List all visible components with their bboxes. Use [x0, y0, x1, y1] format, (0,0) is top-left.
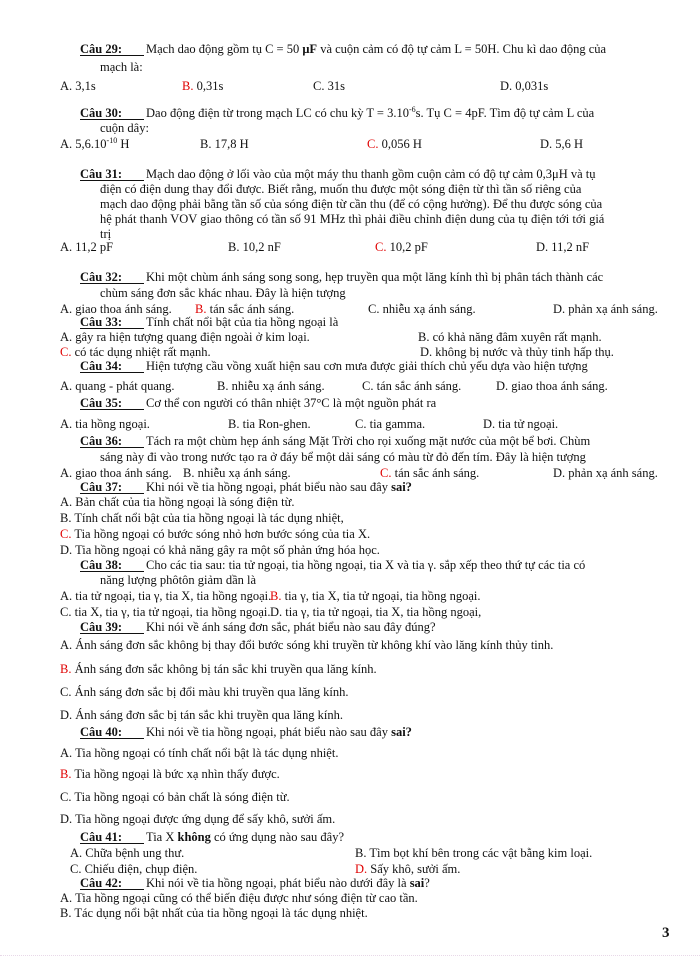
text-segment: 5,6.10	[75, 137, 107, 151]
option-letter: B.	[355, 846, 367, 860]
text-segment: Khi một chùm ánh sáng song song, hẹp truyền qua một lăng kính thì bị phân tách thành các	[146, 270, 604, 284]
text-segment: Tính chất nổi bật của tia hồng ngoại là	[146, 315, 339, 329]
text-segment: tán sắc ánh sáng.	[376, 379, 462, 393]
text-segment: điện có điện dung thay đổi được. Biết rằng, muốn thu được một sóng điện từ thì tần số riêng của	[100, 182, 582, 196]
text-segment: Tính chất nổi bật của tia hồng ngoại là tác dụng nhiệt,	[74, 511, 344, 525]
answer-option-a[interactable]	[60, 638, 553, 653]
text-segment: Ánh sáng đơn sắc không bị thay đổi bước sóng khi truyền từ không khí vào lăng kính thủy tinh.	[75, 638, 554, 652]
question-label: Câu 29:	[80, 43, 144, 56]
question-stem	[80, 434, 590, 449]
answer-option-b[interactable]	[200, 137, 249, 152]
text-segment: mạch dao động phải bằng tần số của sóng điện từ cần thu (để có cộng hưởng). Để thu được sóng của	[100, 197, 603, 211]
text-segment: Ánh sáng đơn sắc bị tán sắc khi truyền qua lăng kính.	[75, 708, 343, 722]
text-segment: ?	[424, 876, 430, 890]
option-letter: B.	[200, 137, 212, 151]
text-segment: năng lượng phôtôn giảm dần là	[100, 573, 257, 587]
text-segment: Tia X	[146, 830, 178, 844]
text-segment: tán sắc ánh sáng.	[209, 302, 295, 316]
option-letter: A.	[60, 417, 73, 431]
text-segment: tia tử ngoại.	[498, 417, 559, 431]
text-segment: và cuộn cảm có độ tự cảm L = 50H. Chu kì dao động của	[317, 42, 607, 56]
option-letter: A.	[60, 466, 73, 480]
option-letter: D.	[483, 417, 496, 431]
text-segment: 0,056 H	[381, 137, 422, 151]
text-segment: Mạch dao động gồm tụ C = 50	[146, 42, 303, 56]
text-segment: phản xạ ánh sáng.	[568, 466, 658, 480]
option-letter: C.	[60, 790, 72, 804]
text-segment: 5,6 H	[555, 137, 584, 151]
question-stem	[80, 480, 412, 495]
option-letter: A.	[60, 495, 73, 509]
text-segment: Tìm bọt khí bên trong các vật bằng kim loại.	[369, 846, 593, 860]
answer-option-a[interactable]	[60, 137, 129, 152]
option-letter: A.	[70, 846, 83, 860]
text-segment: giao thoa ánh sáng.	[75, 302, 172, 316]
text-segment: Khi nói về ánh sáng đơn sắc, phát biểu nào sau đây đúng?	[146, 620, 436, 634]
option-letter: C.	[368, 302, 380, 316]
text-segment: Cho các tia sau: tia tử ngoại, tia hồng ngoại, tia X và tia γ. sắp xếp theo thứ tự các tia có	[146, 558, 586, 572]
question-label: Câu 32:	[80, 271, 144, 284]
answer-option-a[interactable]	[60, 891, 418, 906]
text-segment: 10,2 nF	[242, 240, 281, 254]
option-letter: D.	[496, 379, 509, 393]
answer-option-a[interactable]	[60, 379, 175, 394]
question-label: Câu 35:	[80, 397, 144, 410]
answer-option-b[interactable]	[228, 240, 281, 255]
option-letter: C.	[60, 527, 72, 541]
answer-option-b[interactable]	[270, 589, 481, 604]
question-stem-continuation	[100, 197, 602, 212]
text-segment: có tác dụng nhiệt rất mạnh.	[74, 345, 211, 359]
text-segment: quang - phát quang.	[75, 379, 175, 393]
question-label: Câu 30:	[80, 107, 144, 120]
bold-text: sai?	[391, 725, 412, 739]
answer-option-b[interactable]	[183, 466, 291, 481]
text-segment: tia Ron-ghen.	[242, 417, 311, 431]
answer-option-b[interactable]	[60, 662, 377, 677]
text-segment: giao thoa ánh sáng.	[511, 379, 608, 393]
option-letter: B.	[217, 379, 229, 393]
answer-option-b[interactable]	[418, 330, 602, 345]
answer-option-c[interactable]	[60, 685, 349, 700]
text-segment: Chữa bệnh ung thư.	[85, 846, 185, 860]
option-letter: A.	[60, 891, 73, 905]
answer-option-d[interactable]	[536, 240, 589, 255]
option-letter: A.	[60, 302, 73, 316]
text-segment: Dao động điện từ trong mạch LC có chu kỳ T = 3.10	[146, 106, 409, 120]
option-letter: B.	[183, 466, 195, 480]
option-letter: B.	[60, 767, 72, 781]
bold-text: μF	[302, 42, 318, 56]
option-letter: B.	[228, 240, 240, 254]
option-letter: D.	[536, 240, 549, 254]
superscript: -10	[106, 135, 118, 145]
option-letter: D.	[60, 812, 73, 826]
question-label: Câu 39:	[80, 621, 144, 634]
text-segment: Chiếu điện, chụp điện.	[84, 862, 198, 876]
option-letter: C.	[313, 79, 325, 93]
question-stem	[80, 315, 338, 330]
text-segment: Sấy khô, sưởi ấm.	[370, 862, 461, 876]
answer-option-a[interactable]	[60, 417, 150, 432]
text-segment: 10,2 pF	[389, 240, 428, 254]
text-segment: Hiện tượng cầu vồng xuất hiện sau cơn mưa được giải thích chủ yếu dựa vào hiện tượng	[146, 359, 588, 373]
text-segment: sáng này đi vào trong nước tạo ra ở đáy bể một dải sáng có màu từ đỏ đến tím. Đây là hiện tượng	[100, 450, 586, 464]
text-segment: Ánh sáng đơn sắc không bị tán sắc khi truyền qua lăng kính.	[74, 662, 377, 676]
text-segment: 11,2 nF	[551, 240, 590, 254]
question-stem	[80, 396, 436, 411]
text-segment: Tia hồng ngoại là bức xạ nhìn thấy được.	[74, 767, 280, 781]
bold-text: sai	[409, 876, 425, 890]
option-letter: C.	[60, 605, 72, 619]
question-label: Câu 31:	[80, 168, 144, 181]
text-segment: tia X, tia γ, tia tử ngoại, tia hồng ngoại.	[74, 605, 271, 619]
option-letter: D.	[270, 605, 283, 619]
answer-option-d[interactable]	[500, 79, 548, 94]
page-number: 3	[662, 925, 670, 941]
answer-option-b[interactable]	[355, 846, 592, 861]
option-letter: B.	[418, 330, 430, 344]
answer-option-c[interactable]	[375, 240, 428, 255]
option-letter: A.	[60, 638, 73, 652]
text-segment: chùm sáng đơn sắc khác nhau. Đây là hiện tượng	[100, 286, 346, 300]
answer-option-a[interactable]	[70, 846, 184, 861]
question-stem	[80, 359, 588, 374]
text-segment: tia γ, tia tử ngoại, tia X, tia hồng ngoại,	[285, 605, 482, 619]
answer-option-d[interactable]	[355, 862, 460, 877]
option-letter: A.	[60, 240, 73, 254]
text-segment: nhiễu xạ ánh sáng.	[382, 302, 476, 316]
answer-option-d[interactable]	[60, 708, 343, 723]
answer-option-d[interactable]	[60, 543, 380, 558]
text-segment: Khi nói về tia hồng ngoại, phát biểu nào dưới đây là	[146, 876, 410, 890]
text-segment: Mạch dao động ở lối vào của một máy thu thanh gồm cuộn cảm có độ tự cảm 0,3μH và tụ	[146, 167, 596, 181]
text-segment: Tia hồng ngoại cũng có thể biến điệu được như sóng điện từ cao tần.	[75, 891, 418, 905]
option-letter: D.	[553, 466, 566, 480]
answer-option-d[interactable]	[553, 466, 658, 481]
text-segment: Khi nói về tia hồng ngoại, phát biểu nào sau đây	[146, 480, 392, 494]
text-segment: trị	[100, 227, 112, 241]
option-letter: C.	[380, 466, 392, 480]
question-stem-continuation	[100, 573, 256, 588]
bold-text: không	[177, 830, 211, 844]
option-letter: A.	[60, 79, 73, 93]
option-letter: A.	[60, 137, 73, 151]
text-segment: 0,031s	[515, 79, 549, 93]
text-segment: nhiễu xạ ánh sáng.	[231, 379, 325, 393]
page-border	[0, 955, 700, 956]
question-label: Câu 34:	[80, 360, 144, 373]
question-stem	[80, 270, 603, 285]
question-label: Câu 36:	[80, 435, 144, 448]
text-segment: tia tử ngoại, tia γ, tia X, tia hồng ngoại.	[75, 589, 272, 603]
question-stem	[80, 725, 412, 740]
answer-option-c[interactable]	[60, 605, 271, 620]
question-stem-continuation	[100, 121, 149, 136]
text-segment: Tia hồng ngoại được ứng dụng để sấy khô, sưởi ấm.	[75, 812, 336, 826]
answer-option-c[interactable]	[362, 379, 461, 394]
text-segment: Cơ thể con người có thân nhiệt 37°C là một nguồn phát ra	[146, 396, 437, 410]
option-letter: D.	[420, 345, 433, 359]
text-segment: Ánh sáng đơn sắc bị đổi màu khi truyền qua lăng kính.	[74, 685, 349, 699]
question-stem	[80, 42, 606, 57]
question-stem-continuation	[100, 286, 346, 301]
question-label: Câu 37:	[80, 481, 144, 494]
answer-option-d[interactable]	[270, 605, 481, 620]
answer-option-c[interactable]	[60, 790, 290, 805]
answer-option-a[interactable]	[60, 589, 271, 604]
text-segment: 31s	[327, 79, 345, 93]
answer-option-c[interactable]	[368, 302, 476, 317]
answer-option-b[interactable]	[60, 906, 368, 921]
answer-option-d[interactable]	[553, 302, 658, 317]
option-letter: D.	[500, 79, 513, 93]
option-letter: D.	[60, 708, 73, 722]
option-letter: B.	[270, 589, 282, 603]
text-segment: Tia hồng ngoại có bước sóng nhỏ hơn bước sóng của tia X.	[74, 527, 371, 541]
text-segment: tia γ, tia X, tia tử ngoại, tia hồng ngoại.	[284, 589, 481, 603]
option-letter: C.	[355, 417, 367, 431]
text-segment: mạch là:	[100, 60, 143, 74]
answer-option-a[interactable]	[60, 466, 172, 481]
option-letter: C.	[70, 862, 82, 876]
text-segment: 11,2 pF	[75, 240, 114, 254]
option-letter: D.	[355, 862, 368, 876]
question-label: Câu 41:	[80, 831, 144, 844]
answer-option-c[interactable]	[60, 527, 370, 542]
text-segment: H	[117, 137, 130, 151]
question-label: Câu 42:	[80, 877, 144, 890]
option-letter: A.	[60, 589, 73, 603]
answer-option-d[interactable]	[420, 345, 614, 360]
text-segment: hệ phát thanh VOV giao thông có tần số 91 MHz thì phải điều chỉnh điện dung của tụ điện tới tới giá	[100, 212, 605, 226]
option-letter: B.	[228, 417, 240, 431]
option-letter: C.	[60, 345, 72, 359]
text-segment: có khả năng đâm xuyên rất mạnh.	[432, 330, 602, 344]
text-segment: Tia hồng ngoại có bản chất là sóng điện từ.	[74, 790, 290, 804]
answer-option-a[interactable]	[60, 746, 338, 761]
question-stem	[80, 620, 436, 635]
option-letter: D.	[540, 137, 553, 151]
text-segment: Tác dụng nổi bật nhất của tia hồng ngoại là tác dụng nhiệt.	[74, 906, 368, 920]
text-segment: Khi nói về tia hồng ngoại, phát biểu nào sau đây	[146, 725, 392, 739]
text-segment: Tia hồng ngoại có tính chất nổi bật là tác dụng nhiệt.	[75, 746, 339, 760]
text-segment: tia gamma.	[369, 417, 426, 431]
option-letter: C.	[367, 137, 379, 151]
text-segment: 17,8 H	[214, 137, 249, 151]
option-letter: C.	[362, 379, 374, 393]
answer-option-c[interactable]	[313, 79, 345, 94]
answer-option-c[interactable]	[70, 862, 197, 877]
text-segment: giao thoa ánh sáng.	[75, 466, 172, 480]
answer-option-a[interactable]	[60, 495, 295, 510]
option-letter: A.	[60, 379, 73, 393]
text-segment: Tia hồng ngoại có khả năng gây ra một số phản ứng hóa học.	[75, 543, 380, 557]
answer-option-b[interactable]	[60, 511, 344, 526]
text-segment: Bản chất của tia hồng ngoại là sóng điện từ.	[75, 495, 295, 509]
answer-option-a[interactable]	[60, 79, 96, 94]
answer-option-a[interactable]	[60, 240, 113, 255]
superscript: -6	[408, 104, 416, 114]
question-stem	[80, 558, 585, 573]
answer-option-d[interactable]	[483, 417, 558, 432]
question-label: Câu 40:	[80, 726, 144, 739]
answer-option-b[interactable]	[228, 417, 311, 432]
option-letter: A.	[60, 330, 73, 344]
answer-option-c[interactable]	[355, 417, 425, 432]
question-stem-continuation	[100, 182, 581, 197]
option-letter: D.	[60, 543, 73, 557]
answer-option-b[interactable]	[60, 767, 280, 782]
answer-option-b[interactable]	[182, 79, 223, 94]
question-stem	[80, 106, 594, 121]
answer-option-d[interactable]	[60, 812, 335, 827]
text-segment: tán sắc ánh sáng.	[394, 466, 480, 480]
question-label: Câu 38:	[80, 559, 144, 572]
answer-option-c[interactable]	[380, 466, 479, 481]
text-segment: gây ra hiện tượng quang điện ngoài ở kim loại.	[75, 330, 310, 344]
text-segment: cuộn dây:	[100, 121, 149, 135]
question-stem	[80, 830, 344, 845]
answer-option-c[interactable]	[367, 137, 422, 152]
question-stem-continuation	[100, 450, 586, 465]
option-letter: C.	[375, 240, 387, 254]
answer-option-d[interactable]	[540, 137, 583, 152]
question-stem	[80, 167, 596, 182]
answer-option-c[interactable]	[60, 345, 211, 360]
option-letter: B.	[182, 79, 194, 93]
option-letter: B.	[60, 511, 72, 525]
text-segment: s. Tụ C = 4pF. Tìm độ tự cảm L của	[415, 106, 595, 120]
option-letter: A.	[60, 746, 73, 760]
option-letter: B.	[60, 906, 72, 920]
text-segment: 3,1s	[75, 79, 96, 93]
option-letter: D.	[553, 302, 566, 316]
question-stem-continuation	[100, 212, 604, 227]
question-stem-continuation	[100, 60, 143, 75]
question-label: Câu 33:	[80, 316, 144, 329]
text-segment: nhiễu xạ ánh sáng.	[197, 466, 291, 480]
text-segment: phản xạ ánh sáng.	[568, 302, 658, 316]
question-stem	[80, 876, 430, 891]
answer-option-b[interactable]	[217, 379, 325, 394]
option-letter: B.	[60, 662, 72, 676]
text-segment: 0,31s	[196, 79, 224, 93]
text-segment: không bị nước và thủy tinh hấp thụ.	[435, 345, 614, 359]
answer-option-d[interactable]	[496, 379, 608, 394]
text-segment: tia hồng ngoại.	[75, 417, 150, 431]
option-letter: B.	[195, 302, 207, 316]
answer-option-a[interactable]	[60, 330, 310, 345]
bold-text: sai?	[391, 480, 412, 494]
text-segment: có ứng dụng nào sau đây?	[210, 830, 344, 844]
text-segment: Tách ra một chùm hẹp ánh sáng Mặt Trời cho rọi xuống mặt nước của một bể bơi. Chùm	[146, 434, 591, 448]
option-letter: C.	[60, 685, 72, 699]
